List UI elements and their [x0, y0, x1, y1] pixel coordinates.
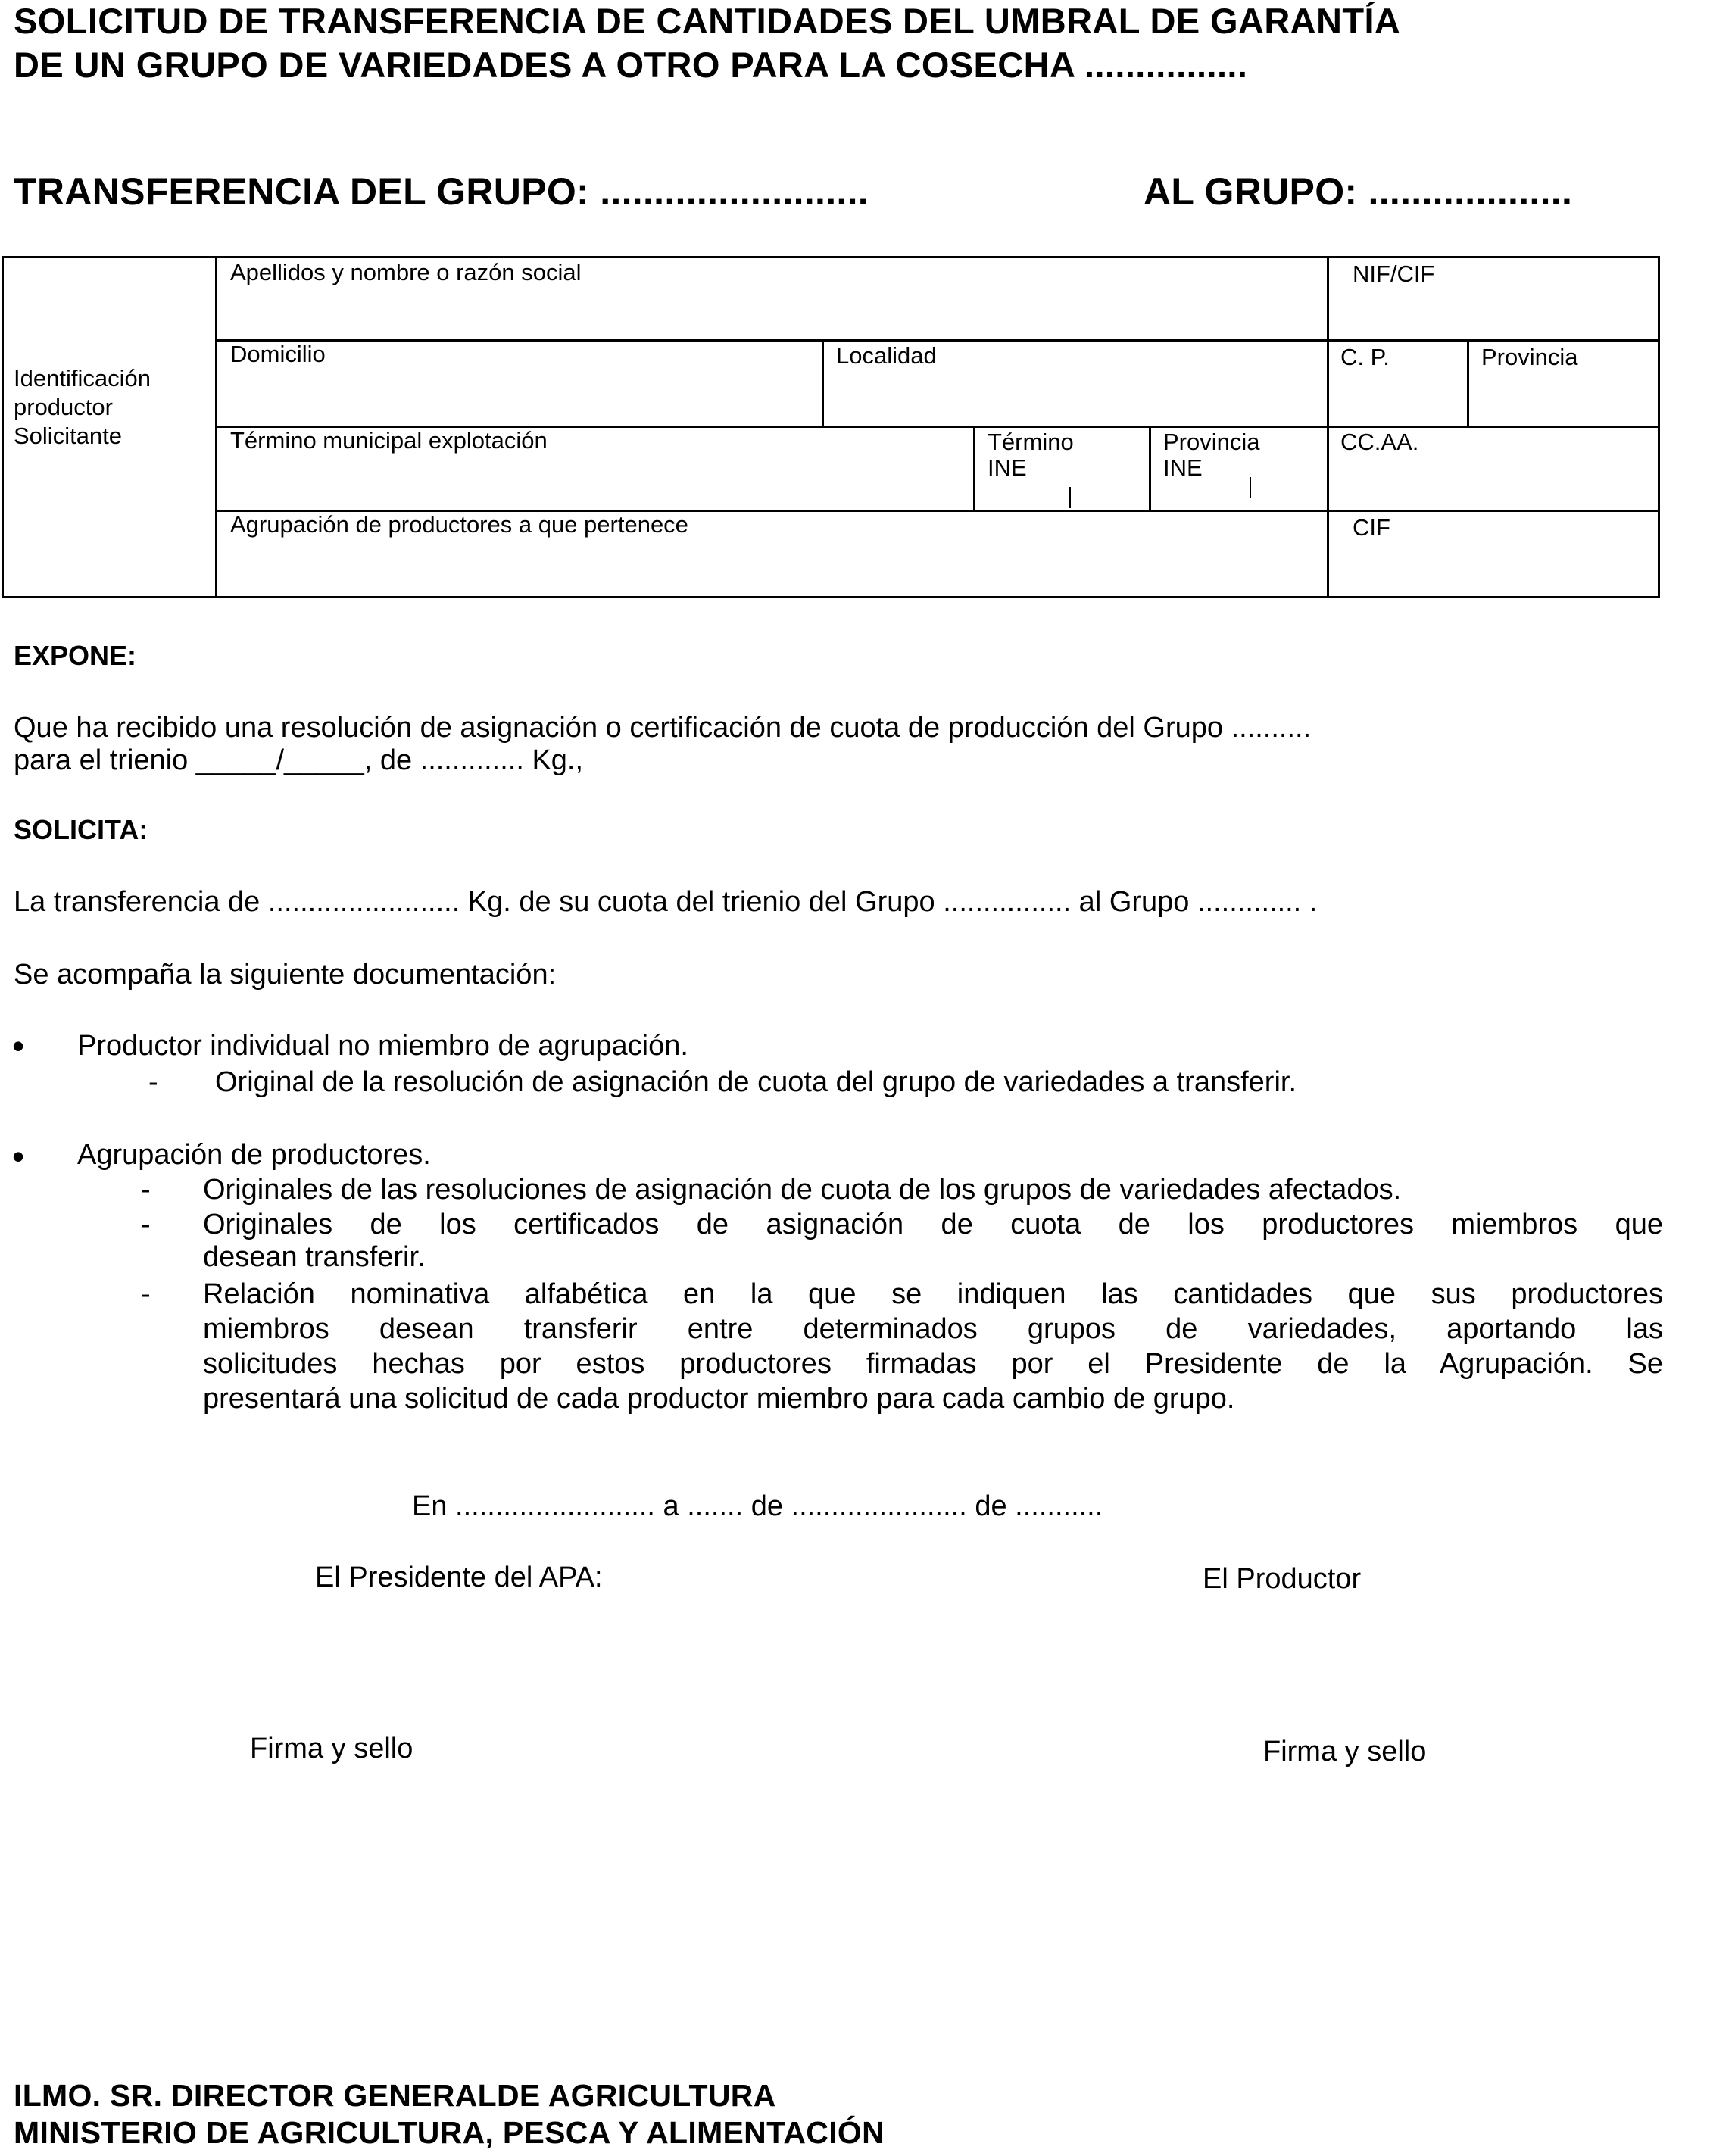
transfer-to-group: AL GRUPO: ...................: [1144, 170, 1573, 213]
provincia-field[interactable]: Provincia: [1481, 344, 1578, 370]
dash-1-1: -: [148, 1066, 158, 1098]
cp-field[interactable]: C. P.: [1340, 344, 1390, 370]
place-date-line: En ......................... a ....... de ...................... de ...........: [412, 1490, 1103, 1522]
doc-item-2-sub3-line2: miembros desean transferir entre determinados grupos de variedades, aportando las: [203, 1313, 1663, 1345]
producer-label: El Productor: [1203, 1563, 1362, 1595]
agrupacion-field[interactable]: Agrupación de productores a que pertenece: [230, 511, 688, 538]
identification-table: [2, 256, 1660, 598]
doc-item-2-sub3-line4: presentará una solicitud de cada productor miembro para cada cambio de grupo.: [203, 1383, 1235, 1415]
doc-item-2-sub2-line2: desean transferir.: [203, 1241, 426, 1273]
dash-2-1: -: [141, 1174, 151, 1206]
apellidos-field[interactable]: Apellidos y nombre o razón social: [230, 259, 582, 285]
provincia-ine-label-1[interactable]: Provincia: [1163, 429, 1260, 455]
addressee-line2: MINISTERIO DE AGRICULTURA, PESCA Y ALIMENTACIÓN: [14, 2115, 885, 2150]
expone-heading: EXPONE:: [14, 640, 137, 671]
dash-2-2: -: [141, 1209, 151, 1240]
bullet-1: •: [12, 1026, 25, 1066]
cif-field[interactable]: CIF: [1353, 514, 1390, 541]
document-title-line1: SOLICITUD DE TRANSFERENCIA DE CANTIDADES DEL UMBRAL DE GARANTÍA: [14, 1, 1401, 41]
addressee-line1: ILMO. SR. DIRECTOR GENERALDE AGRICULTURA: [14, 2078, 776, 2113]
producer-signature: Firma y sello: [1263, 1736, 1427, 1768]
doc-item-2-sub3-line3: solicitudes hechas por estos productores firmadas por el Presidente de la Agrupación. Se: [203, 1348, 1663, 1380]
row-header-line1: Identificación: [14, 365, 151, 392]
domicilio-field[interactable]: Domicilio: [230, 341, 326, 367]
document-title-line2: DE UN GRUPO DE VARIEDADES A OTRO PARA LA COSECHA ................: [14, 45, 1248, 85]
solicita-line2: Se acompaña la siguiente documentación:: [14, 959, 557, 991]
row-header-line2: productor: [14, 394, 113, 420]
termino-ine-label-1[interactable]: Término: [988, 429, 1074, 455]
provincia-ine-label-2: INE: [1163, 454, 1203, 481]
president-signature: Firma y sello: [250, 1733, 413, 1764]
doc-item-2-sub1: Originales de las resoluciones de asignación de cuota de los grupos de variedades afectados.: [203, 1174, 1402, 1206]
president-label: El Presidente del APA:: [315, 1562, 603, 1593]
termino-ine-label-2: INE: [988, 454, 1027, 481]
solicita-line1: La transferencia de ........................ Kg. de su cuota del trienio del Grupo ................ al Grupo ............. .: [14, 886, 1318, 918]
doc-item-2-sub3-line1: Relación nominativa alfabética en la que se indiquen las cantidades que sus productores: [203, 1278, 1663, 1310]
doc-item-2: Agrupación de productores.: [77, 1139, 431, 1171]
dash-2-3: -: [141, 1278, 151, 1310]
termino-municipal-field[interactable]: Término municipal explotación: [230, 427, 548, 454]
ccaa-field[interactable]: CC.AA.: [1340, 429, 1419, 455]
transfer-from-group: TRANSFERENCIA DEL GRUPO: .........................: [14, 170, 869, 213]
doc-item-2-sub2-line1: Originales de los certificados de asignación de cuota de los productores miembros que: [203, 1209, 1663, 1240]
row-header-line3: Solicitante: [14, 423, 123, 449]
localidad-field[interactable]: Localidad: [836, 342, 937, 369]
nif-cif-field[interactable]: NIF/CIF: [1353, 261, 1435, 287]
doc-item-1-sub1: Original de la resolución de asignación de cuota del grupo de variedades a transferir.: [215, 1066, 1297, 1098]
bullet-2: •: [12, 1137, 25, 1176]
doc-item-1: Productor individual no miembro de agrupación.: [77, 1030, 688, 1062]
solicita-heading: SOLICITA:: [14, 814, 148, 845]
expone-line2: para el trienio _____/_____, de ............. Kg.,: [14, 744, 584, 776]
expone-line1: Que ha recibido una resolución de asignación o certificación de cuota de producción del Grupo ..........: [14, 712, 1312, 744]
